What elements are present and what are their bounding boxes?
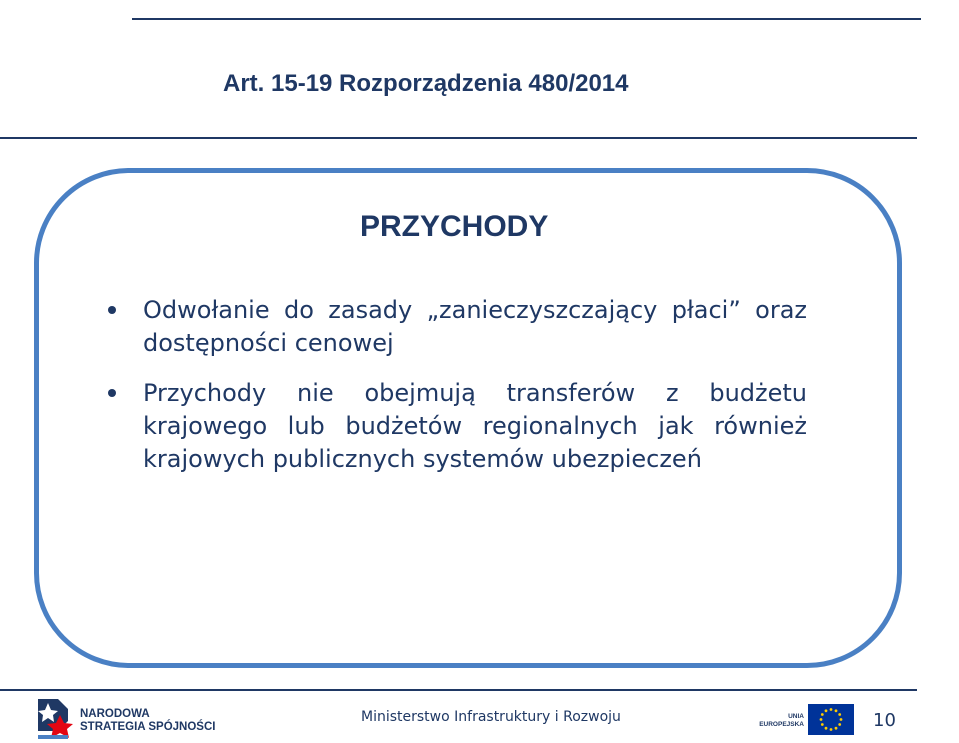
logo-ns-line2: STRATEGIA SPÓJNOŚCI	[80, 721, 216, 733]
footer-rule	[0, 689, 917, 691]
bullet-text-1: Odwołanie do zasady „zanieczyszczający płaci” oraz dostępności cenowej	[143, 296, 807, 357]
bullet-item-2	[143, 377, 807, 476]
narodowa-strategia-spojnosci-logo	[38, 695, 216, 741]
bullet-dot-icon	[108, 306, 116, 314]
title-underline-rule	[0, 137, 917, 139]
bullet-text-2: Przychody nie obejmują transferów z budżetu krajowego lub budżetów regionalnych jak również krajowych publicznych systemów ubezpieczeń	[143, 379, 807, 473]
top-rule	[132, 18, 921, 20]
eu-flag-icon	[808, 704, 854, 735]
page-number: 10	[873, 710, 896, 731]
eu-logo-line1: UNIA	[788, 713, 804, 720]
bullet-item-1	[143, 294, 807, 360]
eu-logo-line2: EUROPEJSKA	[759, 721, 804, 728]
slide-title: Art. 15-19 Rozporządzenia 480/2014	[223, 70, 629, 97]
bullet-dot-icon	[108, 389, 116, 397]
narodowa-strategia-spojnosci-logo-icon	[38, 695, 76, 741]
eu-logo	[759, 700, 854, 738]
box-heading: PRZYCHODY	[360, 210, 549, 243]
logo-ns-line1: NARODOWA	[80, 708, 150, 720]
ministry-name: Ministerstwo Infrastruktury i Rozwoju	[361, 709, 621, 725]
